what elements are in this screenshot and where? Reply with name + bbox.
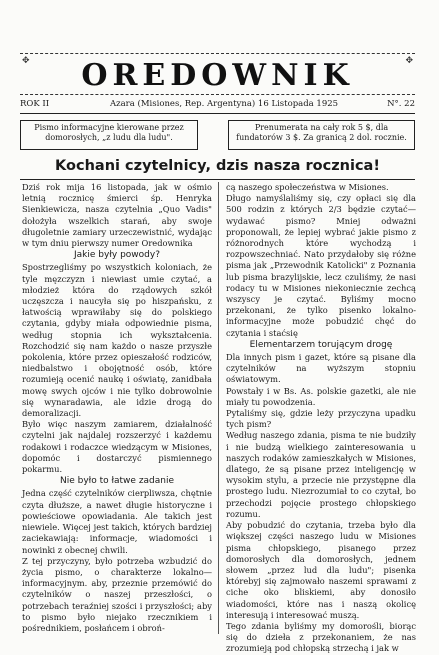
masthead-ornament-right-icon: ✥ (405, 56, 413, 66)
paragraph: Dziś rok mija 16 listopada, jak w ośmio letnią rocznicę śmierci śp. Henryka Sienkiewicza, nasza czytelnia „Quo Vadis" dołożyła wszelkich starań, aby swoje długoletnie zamiary urzeczewistnić, wydając w tym dniu pierwszy numer Oredownika (22, 182, 212, 249)
subheading: Nie było to łatwe zadanie (59, 476, 175, 487)
paragraph: Jedna część czytelników cierpliwsza, chętnie czyta dłuższe, a nawet długie historyczne i powieściowe opowiadania. Ale takich jest niewiele. Więcej jest takich, których bardziej zaciekawiają: informacje, wiadomości i nowinki z obecnej chwili. (22, 488, 212, 555)
subheading: Jakie były powody? (74, 250, 160, 261)
issue-line (20, 99, 415, 114)
article-column-right (226, 182, 416, 655)
masthead (20, 53, 415, 95)
paragraph: Z tej przyczyny, było potrzeba wzbudzić do życia pismo, o charakterze lokalno—informacyjnym. aby, przeznie przemówić do czytelników o naszej przeszłości, o potrzebach teraźniej szości i przyszłości; aby to pismo było niejako rzecznikiem i pośrednikiem, posłańcem i obroń- (22, 555, 212, 633)
description-box: Pismo informacyjne kierowane przez domorosłych, „z ludu dla ludu". (20, 120, 198, 150)
paragraph: Tego zdania byliśmy my domorośli, biorąc się do dzieła z przekonaniem, że nas zrozumieją pod chłopską strzechą i jak w (226, 620, 416, 654)
headline-rule (20, 179, 415, 180)
paragraph: Aby pobudzić do czytania, trzeba było dla większej części naszego ludu w Misiones pisma chłopskiego, pisanego przez domorosłych dla domorosłych, jednem słowem „przez lud dla ludu"; pisenka którebyj się zajmowało naszemi sprawami z ciche oko bliskiemi, aby donosiło wiadomości, które nas i naszą okolicę interesują i interesować muszą. (226, 520, 416, 620)
issue-number: N°. 22 (387, 99, 415, 109)
newspaper-title: OREDOWNIK (81, 58, 354, 93)
headline: Kochani czytelnicy, dzis nasza rocznica! (55, 158, 380, 174)
paragraph: Było więc naszym zamiarem, działalność czytelni jak najdalej rozszerzyć i każdemu rodakowi i rodaczce wiedzącym w Misiones, dopomóc i dostarczyć pismiennego pokarmu. (22, 419, 212, 475)
paragraph: Długo namyślaliśmy się, czy opłaci się dla 500 rodzin z których 2/3 będzie czytać—wydawać pismo? Mniej odważni proponowali, że lepiej wybrać jakie pismo z różnorodnych które wychodzą i rozpowszechniać. Nato przydałoby się różne pisma jak „Przewodnik Katolicki" z Poznania lub pisma brazylijskie, lecz czuliśmy, że nasi rodacy tu w Misiones niekoniecznie zechcą wszyscy je czytać. Byliśmy mocno przekonani, że tylko pisenko lokalno-informacyjne może pobudzić chęć do czytania i staćsię (226, 193, 416, 338)
paragraph: cą naszego społeczeństwa w Misiones. (226, 182, 389, 192)
dateline: Azara (Misiones, Rep. Argentyna) 16 Listopada 1925 (110, 99, 339, 109)
paragraph: Powstały i w Bs. As. polskie gazetki, ale nie miały tu powodzenia. (226, 385, 416, 407)
paragraph: Dla innych pism i gazet, które są pisane dla czytelników na wyższym stopniu oświatowym. (226, 352, 416, 385)
paragraph: Według naszego zdania, pisma te nie budziły i nie budzą wielkiego zainteresowania u naszych rodaków zamieszkałych w Misiones, dlatego, że są pisane przez inteligencję w wysokim stylu, a przecie nie przystępne dla prostego ludu. Niezrozumiał to co czytał, bo przechodzi pojęcie prostego chłopskiego rozumu. (226, 430, 416, 519)
paragraph: Pytaliśmy się, gdzie leży przyczyna upadku tych pism? (226, 408, 416, 430)
column-divider (218, 182, 219, 634)
subscription-box: Prenumerata na cały rok 5 $, dla fundatorów 3 $. Za granicą 2 dol. rocznie. (228, 120, 415, 150)
masthead-ornament-left-icon: ✥ (22, 56, 30, 66)
article-column-left (22, 182, 212, 634)
subheading: Elementarzem torującym drogę (249, 339, 393, 350)
volume-label: ROK II (20, 99, 50, 109)
paragraph: Spostrzegliśmy po wszystkich koloniach, że tyle męzczyzn i niewiast umie czytać, a młodzież która do rządowych szkół uczęszcza i naucyła się po hiszpańsku, z łatwością wprawiłaby się do polskiego czytania, gdyby miała odpowiednie pisma, według stopnia ich wykształcenia. Rozchodzić się nam każdo o nasze przyszłe pokolenia, które przez opieszałość rodziców, niedbalstwo i obojętność osób, które rozumieją ocenić naukę i oświatę, zanidbała mowę swych ojców i nie tylko dobrowolnie się wynaradawia, ale idzie drogą do demoralizacji. (22, 262, 212, 419)
